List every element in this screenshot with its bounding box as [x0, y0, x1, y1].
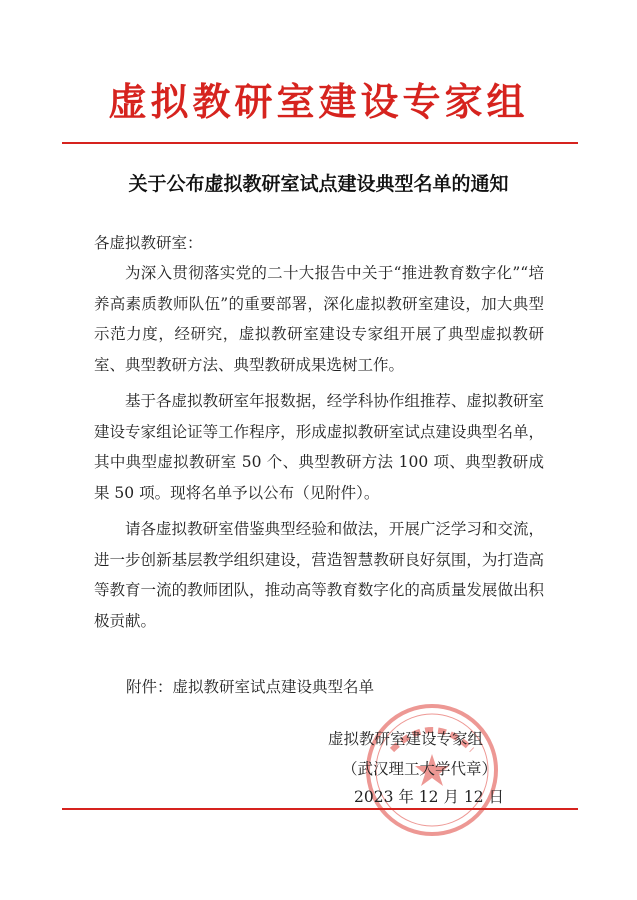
body-paragraph: 请各虚拟教研室借鉴典型经验和做法，开展广泛学习和交流，进一步创新基层教学组织建设，营造智慧教研良好氛围，为打造高等教育一流的教师团队，推动高等教育数字化的高质量发展做出积极贡献。	[94, 520, 544, 630]
footer-rule	[62, 808, 578, 810]
notice-title: 关于公布虚拟教研室试点建设典型名单的通知	[128, 173, 509, 195]
letterhead-rule-top	[62, 142, 578, 144]
body-paragraph: 为深入贯彻落实党的二十大报告中关于“推进教育数字化”“培养高素质教师队伍”的重要部署，深化虚拟教研室建设，加大典型示范力度，经研究，虚拟教研室建设专家组开展了典型虚拟教研室、典型教研方法、典型教研成果选树工作。	[94, 264, 544, 374]
salutation: 各虚拟教研室：	[94, 234, 203, 252]
body-paragraph: 基于各虚拟教研室年报数据，经学科协作组推荐、虚拟教研室建设专家组论证等工作程序，形成虚拟教研室试点建设典型名单，其中典型虚拟教研室 50 个、典型教研方法 100 项、典型教研成果 50 项。现将名单予以公布（见附件）。	[94, 392, 544, 502]
letterhead-title: 虚拟教研室建设专家组	[108, 79, 529, 124]
signature-date: 2023 年 12 月 12 日	[354, 788, 505, 806]
signature-agent: （武汉理工大学代章）	[342, 760, 498, 778]
signature-org: 虚拟教研室建设专家组	[328, 730, 484, 748]
attachment-line: 附件：虚拟教研室试点建设典型名单	[126, 678, 375, 696]
notice-body	[94, 258, 544, 642]
